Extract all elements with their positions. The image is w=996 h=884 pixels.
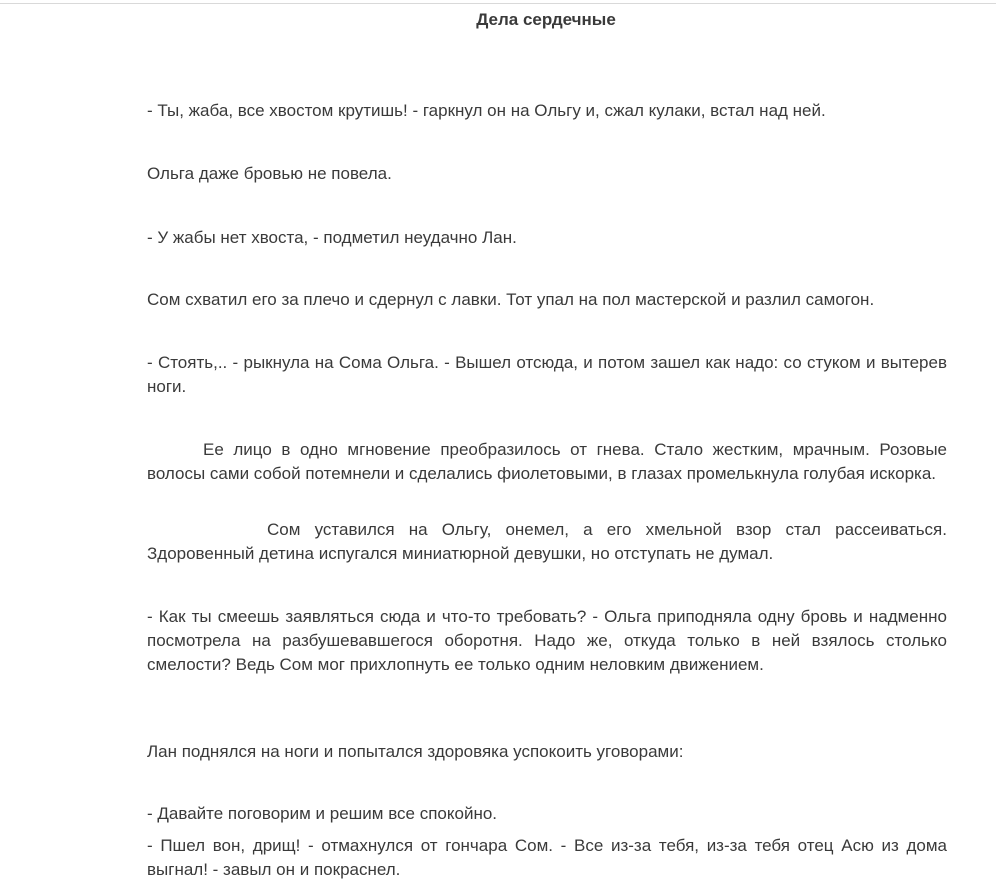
paragraph: Сом схватил его за плечо и сдернул с лавки. Тот упал на пол мастерской и разлил самогон. <box>147 290 875 309</box>
paragraph: - У жабы нет хвоста, - подметил неудачно Лан. <box>147 228 517 247</box>
paragraph: Ее лицо в одно мгновение преобразилось от гнева. Стало жестким, мрачным. Розовые волосы сами собой потемнели и сделались фиолетовыми, в глазах промелькнула голубая искорка. <box>147 440 947 483</box>
paragraph: Лан поднялся на ноги и попытался здоровяка успокоить уговорами: <box>147 742 684 761</box>
paragraph: Сом уставился на Ольгу, онемел, а его хмельной взор стал рассеиваться. Здоровенный детина испугался миниатюрной девушки, но отступать не думал. <box>147 520 947 563</box>
paragraph: - Стоять,.. - рыкнула на Сома Ольга. - Вышел отсюда, и потом зашел как надо: со стуком и вытерев ноги. <box>147 353 947 396</box>
paragraph: - Пшел вон, дрищ! - отмахнулся от гончара Сом. - Все из-за тебя, из-за тебя отец Асю из дома выгнал! - завыл он и покраснел. <box>147 836 947 879</box>
paragraph: - Ты, жаба, все хвостом крутишь! - гаркнул он на Ольгу и, сжал кулаки, встал над ней. <box>147 101 826 120</box>
top-divider <box>0 3 996 4</box>
paragraph: Ольга даже бровью не повела. <box>147 164 392 183</box>
page-title: Дела сердечные <box>476 10 616 29</box>
paragraph: - Давайте поговорим и решим все спокойно. <box>147 804 498 823</box>
paragraph: - Как ты смеешь заявляться сюда и что-то требовать? - Ольга приподняла одну бровь и надменно посмотрела на разбушевавшегося оборотня. Надо же, откуда только в ней взялось столько смелости? Ведь Сом мог прихлопнуть ее только одним неловким движением. <box>147 607 947 674</box>
